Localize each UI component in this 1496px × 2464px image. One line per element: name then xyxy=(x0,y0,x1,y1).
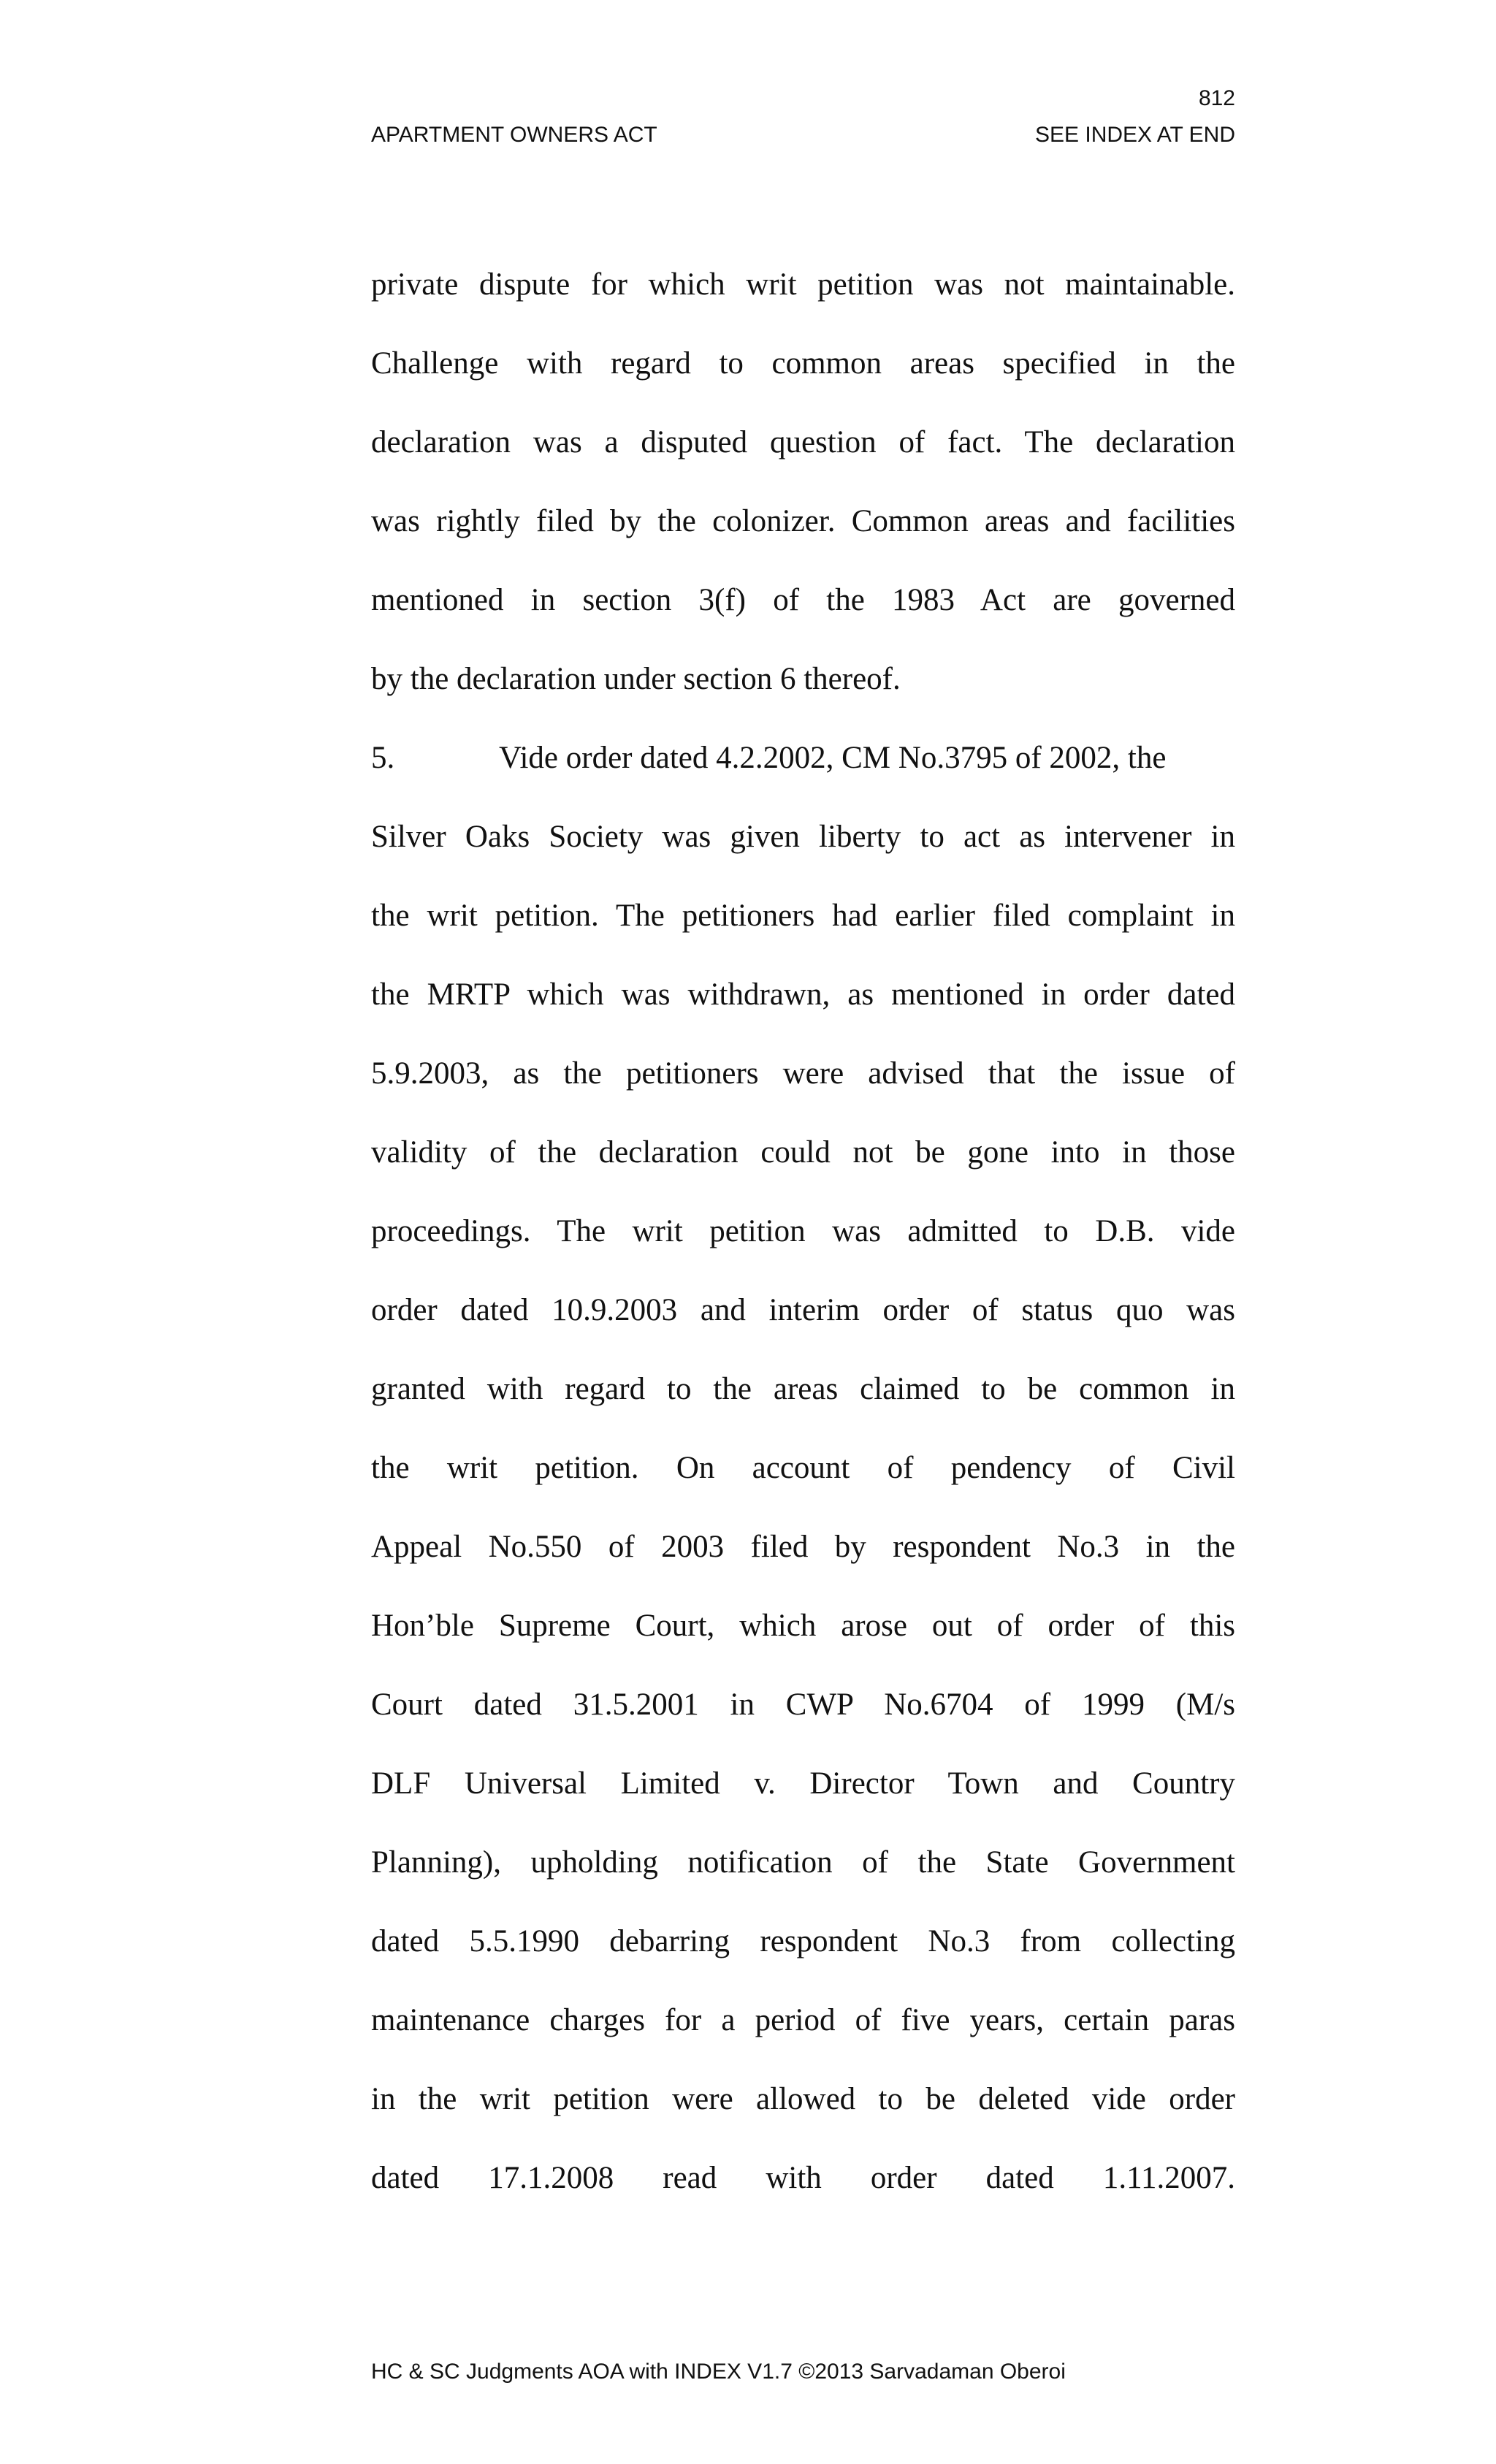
text-line: Vide order dated 4.2.2002, CM No.3795 of 2002, the xyxy=(499,741,1167,775)
text-line: granted with regard to the areas claimed to be common in xyxy=(371,1372,1235,1406)
running-header xyxy=(371,124,1235,146)
text-line: 5.9.2003, as the petitioners were advised that the issue of xyxy=(371,1056,1235,1091)
text-line: the writ petition. On account of pendency of Civil xyxy=(371,1451,1235,1485)
text-line: Appeal No.550 of 2003 filed by respondent No.3 in the xyxy=(371,1530,1235,1564)
text-line: dated 5.5.1990 debarring respondent No.3 from collecting xyxy=(371,1924,1235,1958)
text-line: DLF Universal Limited v. Director Town and Country xyxy=(371,1766,1235,1801)
text-line: order dated 10.9.2003 and interim order of status quo was xyxy=(371,1293,1235,1327)
judgment-body xyxy=(371,263,1235,2235)
page-number: 812 xyxy=(1198,86,1235,110)
text-line: the writ petition. The petitioners had earlier filed complaint in xyxy=(371,899,1235,933)
text-line: the MRTP which was withdrawn, as mentioned in order dated xyxy=(371,977,1235,1012)
text-line: Court dated 31.5.2001 in CWP No.6704 of 1999 (M/s xyxy=(371,1687,1235,1722)
text-line: by the declaration under section 6 thereof. xyxy=(371,662,901,696)
text-line: proceedings. The writ petition was admitted to D.B. vide xyxy=(371,1214,1235,1248)
text-line: Planning), upholding notification of the State Government xyxy=(371,1845,1235,1880)
page-footer: HC & SC Judgments AOA with INDEX V1.7 ©2013 Sarvadaman Oberoi xyxy=(371,2360,1066,2384)
text-line: mentioned in section 3(f) of the 1983 Act are governed xyxy=(371,583,1235,617)
text-line: declaration was a disputed question of fact. The declaration xyxy=(371,425,1235,459)
text-line: was rightly filed by the colonizer. Common areas and facilities xyxy=(371,504,1235,538)
header-left-title: APARTMENT OWNERS ACT xyxy=(371,123,657,147)
text-line: Hon’ble Supreme Court, which arose out of order of this xyxy=(371,1609,1235,1643)
text-line: validity of the declaration could not be gone into in those xyxy=(371,1135,1235,1170)
paragraph-5-first-line xyxy=(371,736,1235,815)
header-right-note: SEE INDEX AT END xyxy=(1035,123,1235,147)
paragraph-number: 5. xyxy=(371,741,395,775)
text-line: dated 17.1.2008 read with order dated 1.11.2007. xyxy=(371,2161,1235,2195)
text-line: Challenge with regard to common areas specified in the xyxy=(371,346,1235,381)
text-line: Silver Oaks Society was given liberty to act as intervener in xyxy=(371,820,1235,854)
text-line: private dispute for which writ petition was not maintainable. xyxy=(371,267,1235,302)
text-line: in the writ petition were allowed to be deleted vide order xyxy=(371,2082,1235,2116)
text-line: maintenance charges for a period of five years, certain paras xyxy=(371,2003,1235,2037)
